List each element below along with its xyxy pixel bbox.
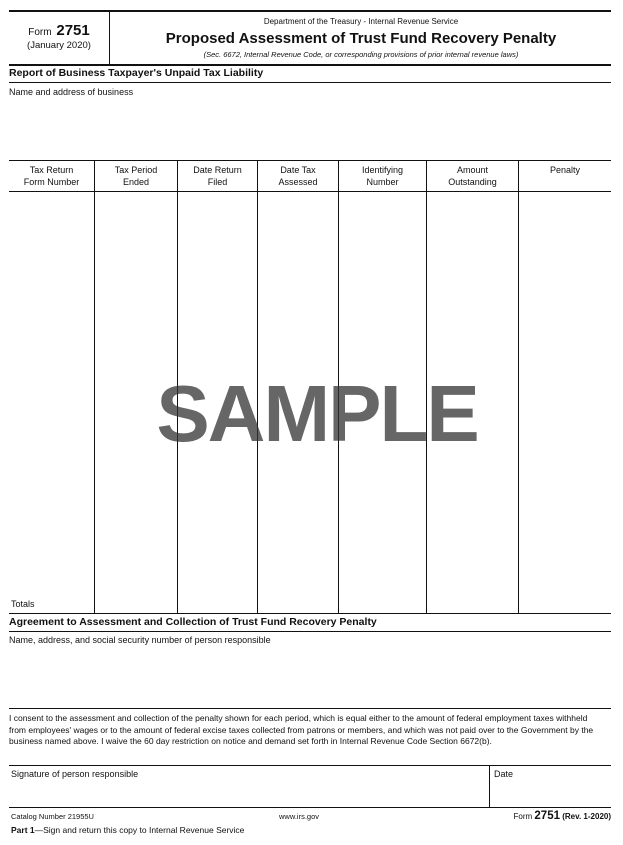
form-number-line	[9, 22, 109, 39]
form-number: 2751	[56, 22, 90, 39]
part-text: —Sign and return this copy to Internal Revenue Service	[34, 825, 245, 835]
form-title-box	[111, 12, 611, 64]
sample-watermark: SAMPLE	[156, 369, 478, 458]
form-page	[9, 10, 611, 838]
column-tax-return-form-number[interactable]	[9, 161, 95, 613]
column-header: Amount Outstanding	[448, 165, 497, 187]
form-header	[9, 10, 611, 66]
column-header: Date Return Filed	[193, 165, 242, 187]
form-prefix: Form	[28, 27, 52, 38]
catalog-number: Catalog Number 21955U	[11, 812, 94, 821]
part-instruction	[11, 825, 244, 835]
department-name: Department of the Treasury - Internal Revenue Service	[263, 17, 459, 26]
signature-date-divider	[489, 766, 490, 807]
column-penalty[interactable]	[519, 161, 611, 613]
footer-form-id	[514, 810, 612, 822]
part-label: Part 1	[11, 825, 35, 835]
form-subtitle: (Sec. 6672, Internal Revenue Code, or corresponding provisions of prior internal revenue laws)	[203, 50, 519, 59]
date-field[interactable]: Date	[494, 769, 514, 779]
form-number-box	[9, 12, 110, 64]
consent-statement: I consent to the assessment and collection of the penalty shown for each period, which is equal either to the amount of federal employment taxes withheld from employees' wages or to the amount of federal excise taxes collected from patrons or members, and which was not paid over to the Government by the business named above. I waive the 60 day restriction on notice and demand set forth in Internal Revenue Code Section 6672(b).	[9, 713, 594, 746]
footer-form-prefix: Form	[513, 812, 533, 821]
column-header: Date Tax Assessed	[278, 165, 318, 187]
agreement-section-title: Agreement to Assessment and Collection of Trust Fund Recovery Penalty	[9, 616, 377, 628]
divider	[9, 708, 611, 709]
column-header: Tax Period Ended	[114, 165, 158, 187]
signature-field[interactable]: Signature of person responsible	[11, 769, 139, 779]
column-header: Penalty	[549, 165, 581, 175]
signature-row	[9, 765, 611, 808]
footer-form-number: 2751	[534, 810, 560, 822]
footer-revision: (Rev. 1-2020)	[562, 812, 611, 821]
report-section-title: Report of Business Taxpayer's Unpaid Tax Liability	[9, 67, 264, 79]
totals-label: Totals	[11, 599, 35, 609]
irs-website: www.irs.gov	[279, 812, 320, 821]
column-header: Tax Return Form Number	[23, 165, 80, 187]
divider	[9, 82, 611, 83]
form-date: (January 2020)	[27, 40, 91, 51]
person-responsible-field[interactable]: Name, address, and social security number of person responsible	[9, 635, 271, 645]
column-header: Identifying Number	[361, 165, 404, 187]
form-title: Proposed Assessment of Trust Fund Recovery Penalty	[165, 30, 557, 47]
business-name-address-field[interactable]: Name and address of business	[9, 87, 134, 97]
divider	[9, 631, 611, 632]
